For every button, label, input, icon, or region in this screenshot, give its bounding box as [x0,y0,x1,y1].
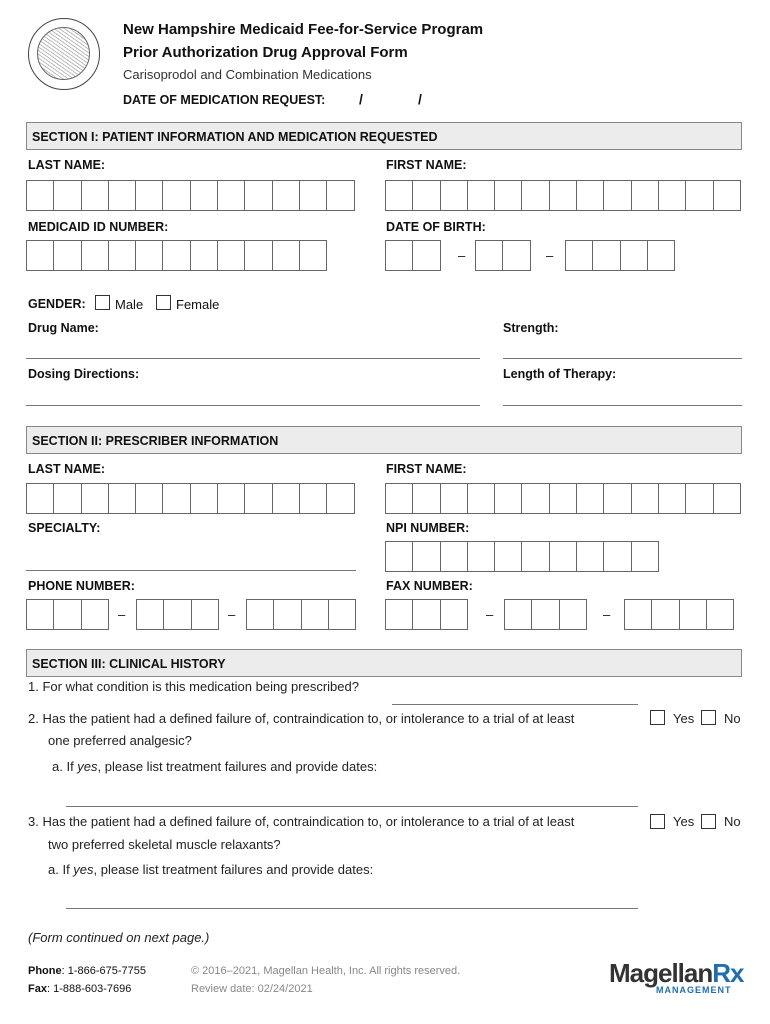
dob-dash-2: – [546,248,554,263]
male-label: Male [115,297,144,312]
dosing-line[interactable] [26,405,480,406]
phone-dash-1: – [118,607,126,622]
medicaid-id-boxes[interactable] [26,240,327,271]
dob-year-boxes[interactable] [565,240,675,271]
fax-dash-1: – [486,607,494,622]
fax-prefix-boxes[interactable] [504,599,587,630]
dob-day-boxes[interactable] [475,240,531,271]
section-2-heading: SECTION II: PRESCRIBER INFORMATION [26,426,742,454]
strength-label: Strength: [503,321,559,335]
footer-fax: Fax: 1-888-603-7696 [28,983,132,995]
prescriber-first-name-label: FIRST NAME: [386,462,467,476]
date-slash-2: / [418,91,422,107]
section-1-heading: SECTION I: PATIENT INFORMATION AND MEDICATION REQUESTED [26,122,742,150]
q3-no-checkbox[interactable] [701,814,716,829]
question-2-line1: 2. Has the patient had a defined failure of, contraindication to, or intolerance to a trial of at least [28,711,575,726]
question-3-line2: two preferred skeletal muscle relaxants? [48,837,281,852]
phone-label: PHONE NUMBER: [28,579,135,593]
fax-dash-2: – [603,607,611,622]
dob-dash-1: – [458,248,466,263]
phone-dash-2: – [228,607,236,622]
footer-copyright: © 2016–2021, Magellan Health, Inc. All rights reserved. [191,965,461,977]
question-2a: a. If yes, please list treatment failures and provide dates: [52,759,378,774]
gender-label: GENDER: [28,297,86,311]
prescriber-first-name-boxes[interactable] [385,483,741,514]
npi-boxes[interactable] [385,541,659,572]
dosing-label: Dosing Directions: [28,367,140,381]
drug-name-label: Drug Name: [28,321,99,335]
phone-area-boxes[interactable] [26,599,109,630]
prescriber-last-name-label: LAST NAME: [28,462,106,476]
footer-review-date: Review date: 02/24/2021 [191,983,313,995]
fax-line-boxes[interactable] [624,599,734,630]
question-3-line1: 3. Has the patient had a defined failure of, contraindication to, or intolerance to a trial of at least [28,814,575,829]
specialty-label: SPECIALTY: [28,521,101,535]
form-title-line1: New Hampshire Medicaid Fee-for-Service Program [123,21,484,38]
q2-no-checkbox[interactable] [701,710,716,725]
length-label: Length of Therapy: [503,367,617,381]
q3-yes-checkbox[interactable] [650,814,665,829]
q3-yes-label: Yes [673,814,695,829]
specialty-line[interactable] [26,570,356,571]
npi-label: NPI NUMBER: [386,521,470,535]
drug-name-line[interactable] [26,358,480,359]
phone-line-boxes[interactable] [246,599,356,630]
patient-last-name-boxes[interactable] [26,180,355,211]
q2-no-label: No [724,711,741,726]
question-1: 1. For what condition is this medication being prescribed? [28,679,359,694]
female-label: Female [176,297,220,312]
dob-month-boxes[interactable] [385,240,441,271]
strength-line[interactable] [503,358,742,359]
magellan-logo-subtext: MANAGEMENT [656,985,732,995]
form-subtitle: Carisoprodol and Combination Medications [123,67,372,82]
magellan-rx-logo: MagellanRx [609,958,744,988]
patient-last-name-label: LAST NAME: [28,158,106,172]
question-2a-line[interactable] [66,806,638,807]
state-seal [28,18,100,90]
date-slash-1: / [359,91,363,107]
length-line[interactable] [503,405,742,406]
continued-note: (Form continued on next page.) [28,930,210,945]
male-checkbox[interactable] [95,295,110,310]
q3-no-label: No [724,814,741,829]
prescriber-last-name-boxes[interactable] [26,483,355,514]
fax-label: FAX NUMBER: [386,579,473,593]
question-3a-line[interactable] [66,908,638,909]
section-3-heading: SECTION III: CLINICAL HISTORY [26,649,742,677]
medicaid-id-label: MEDICAID ID NUMBER: [28,220,169,234]
female-checkbox[interactable] [156,295,171,310]
patient-first-name-label: FIRST NAME: [386,158,467,172]
q2-yes-checkbox[interactable] [650,710,665,725]
dob-label: DATE OF BIRTH: [386,220,486,234]
question-2-line2: one preferred analgesic? [48,733,192,748]
fax-area-boxes[interactable] [385,599,468,630]
question-1-line[interactable] [392,704,638,705]
question-3a: a. If yes, please list treatment failures and provide dates: [48,862,374,877]
form-title-line2: Prior Authorization Drug Approval Form [123,44,408,61]
footer-phone: Phone: 1-866-675-7755 [28,965,147,977]
date-request-label: DATE OF MEDICATION REQUEST: [123,93,326,107]
phone-prefix-boxes[interactable] [136,599,219,630]
q2-yes-label: Yes [673,711,695,726]
patient-first-name-boxes[interactable] [385,180,741,211]
